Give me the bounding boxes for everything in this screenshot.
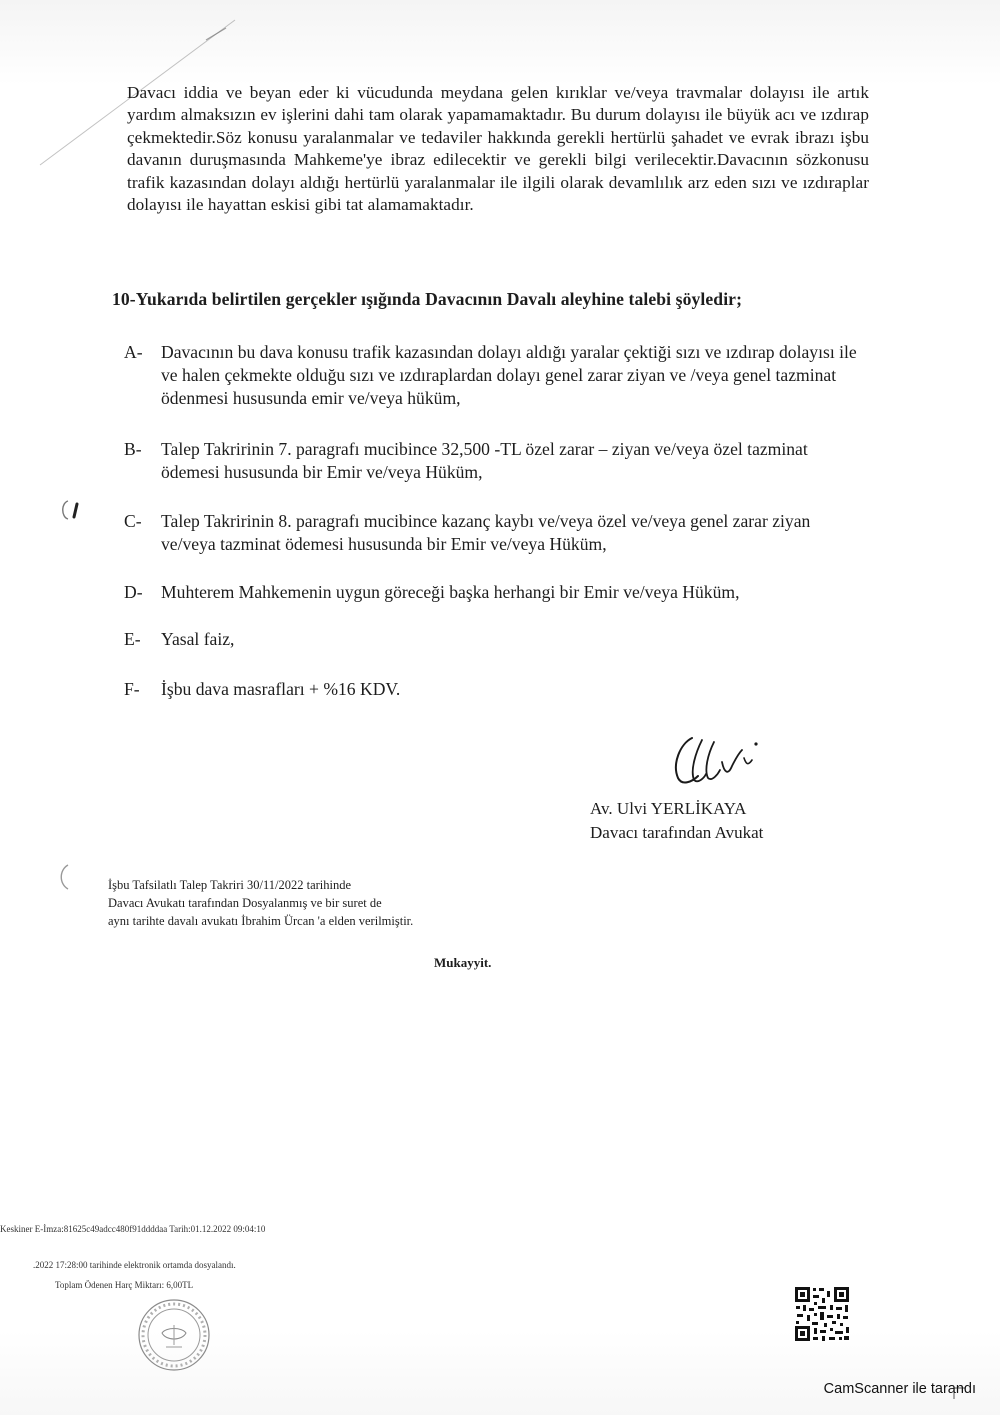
body-paragraph: Davacı iddia ve beyan eder ki vücudunda meydana gelen kırıklar ve/veya travmalar dolayısı ile artık yardım almaksızın ev işlerini dahi tam olarak yapamamaktadır. Bu durum dolayısı ile büyük acı ve ızdırap çekmektedir.Söz konusu yaralanmalar ve tedaviler hakkında gerekli hertürlü şahadet ve evrak ibrazı işbu davanın duruşmasında Mahkeme'ye ibraz edilecektir ve gerekli bilgi verilecektir.Davacının sözkonusu trafik kazasından dolayı aldığı hertürlü yaralanmalar ile ilgili olarak devamlılık arz eden sızı ve ızdıraplar dolayısı ile hayattan eskisi gibi tat alamamaktadır. bbox=[127, 83, 869, 215]
claims-heading: 10-Yukarıda belirtilen gerçekler ışığında Davacının Davalı aleyhine talebi şöyledir; bbox=[112, 289, 743, 309]
qr-code bbox=[794, 1286, 850, 1342]
fee-line: Toplam Ödenen Harç Miktarı: 6,00TL bbox=[55, 1280, 194, 1290]
claim-letter: E- bbox=[124, 629, 141, 649]
filing-note-line: İşbu Tafsilatlı Talep Takriri 30/11/2022 tarihinde bbox=[108, 878, 352, 892]
punch-hole-mark bbox=[56, 862, 76, 892]
claim-text: Davacının bu dava konusu trafik kazasından dolayı aldığı yaralar çektiği sızı ve ızdırap dolayısı ile ve halen çekmekte olduğu sızı ve ızdıraplardan dolayı genel zarar ziyan ve /veya genel tazminat ödenmesi hususunda emir ve/veya hüküm, bbox=[161, 342, 857, 408]
claim-letter: B- bbox=[124, 439, 142, 459]
punch-hole-mark bbox=[58, 498, 84, 522]
handwritten-signature bbox=[666, 730, 776, 790]
signature-block bbox=[590, 797, 763, 845]
registrar-label: Mukayyit. bbox=[434, 955, 492, 970]
lawyer-role: Davacı tarafından Avukat bbox=[590, 823, 764, 842]
claim-text: İşbu dava masrafları + %16 KDV. bbox=[161, 679, 401, 699]
claim-letter: A- bbox=[124, 342, 143, 362]
claim-text: Yasal faiz, bbox=[161, 629, 235, 649]
esignature-line: Keskiner E-İmza:81625c49adcc480f91ddddaa Tarih:01.12.2022 09:04:10 bbox=[0, 1224, 266, 1234]
filing-note-line: aynı tarihte davalı avukatı İbrahim Ürcan 'a elden verilmiştir. bbox=[108, 914, 414, 928]
filing-note-line: Davacı Avukatı tarafından Dosyalanmış ve bir suret de bbox=[108, 896, 382, 910]
camscanner-watermark: CamScanner ile tarandı bbox=[823, 1381, 976, 1397]
claim-letter: F- bbox=[124, 679, 140, 699]
filing-note bbox=[108, 876, 413, 930]
electronic-filing-info bbox=[33, 1255, 236, 1295]
court-seal-stamp bbox=[136, 1297, 212, 1373]
claim-text: Talep Takririnin 7. paragrafı mucibince 32,500 -TL özel zarar – ziyan ve/veya özel tazminat ödemesi hususunda bir Emir ve/veya Hüküm, bbox=[161, 439, 808, 482]
claim-text: Talep Takririnin 8. paragrafı mucibince kazanç kaybı ve/veya özel ve/veya genel zarar ziyan ve/veya tazminat ödemesi hususunda bir Emir ve/veya Hüküm, bbox=[161, 511, 811, 554]
lawyer-name: Av. Ulvi YERLİKAYA bbox=[590, 799, 747, 818]
claim-letter: D- bbox=[124, 582, 143, 602]
filed-electronic-line: .2022 17:28:00 tarihinde elektronik ortamda dosyalandı. bbox=[33, 1260, 236, 1270]
claim-text: Muhterem Mahkemenin uygun göreceği başka herhangi bir Emir ve/veya Hüküm, bbox=[161, 582, 740, 602]
claim-letter: C- bbox=[124, 511, 142, 531]
